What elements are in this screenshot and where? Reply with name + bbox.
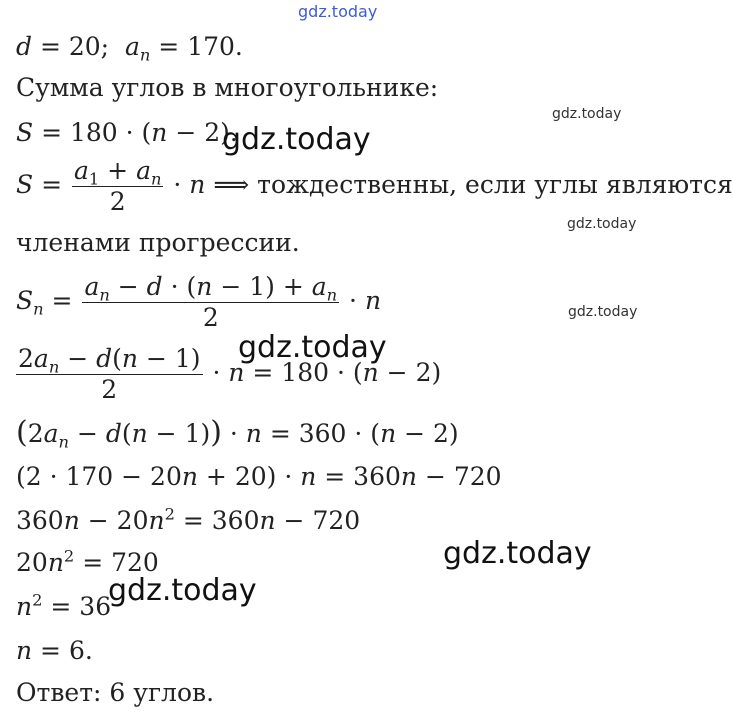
progression-sum-formula: S = $\frac{a_1 + a_n}{2}$ · n ⟹ тождественны, если углы являются — [16, 156, 733, 216]
identical-text: тождественны, если углы являются — [257, 170, 733, 199]
equation-step-7: n = 6. — [16, 636, 93, 665]
intro-text: Сумма углов в многоугольнике: — [16, 73, 439, 102]
fraction-step-1: $\frac{2a_n - d(n - 1)}{2}$ — [18, 344, 201, 404]
given-values: d = 20; $a_n = 170$. — [16, 32, 243, 65]
watermark-big-4: gdz.today — [108, 573, 257, 608]
angle-sum-formula: S = 180 · (n − 2). — [16, 118, 238, 147]
watermark-small-3: gdz.today — [568, 304, 638, 320]
watermark-small-2: gdz.today — [567, 216, 637, 232]
sn-formula: $S_n$ = $\frac{a_n - d \cdot (n - 1) + a_n}{2}$ · n — [16, 272, 382, 332]
answer-text: Ответ: 6 углов. — [16, 678, 215, 707]
watermark-big-3: gdz.today — [443, 536, 592, 571]
equation-step-3: (2 · 170 − 20n + 20) · n = 360n − 720 — [16, 462, 502, 491]
equation-step-5: $20n^2 = 720$ — [16, 546, 159, 577]
equation-step-6: $n^2 = 36$ — [16, 590, 112, 621]
equation-step-2: $(2a_n - d(n - 1)) \cdot n = 360 \cdot (n - 2)$ — [16, 415, 459, 452]
watermark-big-2: gdz.today — [238, 330, 387, 365]
equation-step-4: $360n - 20n^2 = 360n - 720$ — [16, 504, 361, 535]
watermark-small-1: gdz.today — [552, 106, 622, 122]
watermark-big-1: gdz.today — [222, 122, 371, 157]
members-text: членами прогрессии. — [16, 228, 300, 257]
fraction-a1-an: $\frac{a_1 + a_n}{2}$ — [73, 156, 162, 216]
equation-step-1: $\frac{2a_n - d(n - 1)}{2}$ · n = 180 · (n − 2) — [18, 344, 442, 404]
fraction-sn: $\frac{a_n - d \cdot (n - 1) + a_n}{2}$ — [84, 272, 338, 332]
watermark-top: gdz.today — [298, 2, 378, 21]
